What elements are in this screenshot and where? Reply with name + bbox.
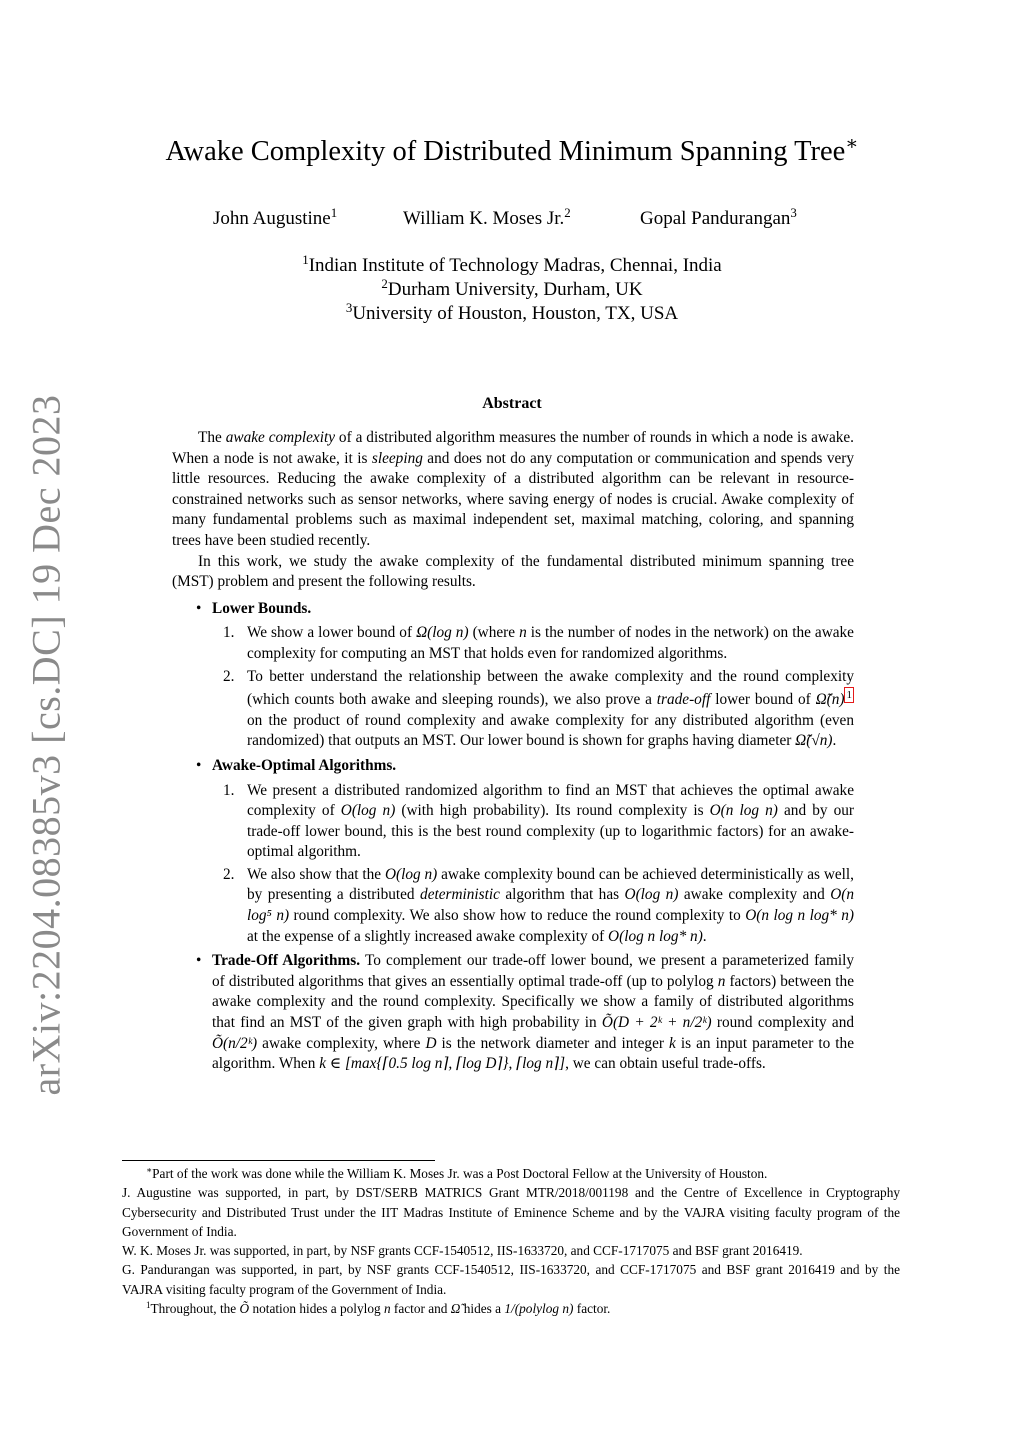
abstract-paragraph-2: In this work, we study the awake complexity of the fundamental distributed minimum spanning tree (MST) problem and present the following results. [172,552,854,591]
lower-bound-1: 1. We show a lower bound of Ω(log n) (where n is the number of nodes in the network) on the awake complexity for computing an MST that holds even for randomized algorithms. [223,624,854,662]
author-pandurangan: Gopal Pandurangan$^3$ [640,204,797,229]
lower-bounds-title: Lower Bounds. [212,599,312,617]
arxiv-identifier: arXiv:2204.08385v3 [cs.DC] 19 Dec 2023 [23,394,69,1096]
author-augustine: John Augustine$^1$ [213,204,338,229]
title-footnote-marker: ∗ [845,133,859,155]
footnote-divider [122,1160,435,1161]
affiliation-1: $^1$Indian Institute of Technology Madras, Chennai, India [302,251,722,276]
footnote-augustine-funding: J. Augustine was supported, in part, by DST/SERB MATRICS Grant MTR/2018/001198 and the Centre of Excellence in Cryptography Cybersecurity and Distributed Trust under the IIT Madras Institute of Eminence Scheme and by the VAJRA visiting faculty program of the Government of India. [122,1185,900,1239]
paper-title [0,133,1024,168]
abstract-body [172,428,854,1075]
awake-optimal-title: Awake-Optimal Algorithms. [212,756,397,774]
footnotes [122,1164,900,1318]
footnote-pandurangan-funding: G. Pandurangan was supported, in part, by NSF grants CCF-1540512, IIS-1633720, and CCF-1717075 and BSF grant 2016419 and by the VAJRA visiting faculty program of the Government of India. [122,1262,900,1297]
trade-off-item: • Trade-Off Algorithms. To complement our trade-off lower bound, we present a parameterized family of distributed algorithms that gives an essentially optimal trade-off (up to polylog n factors) between the awake complexity and the round complexity. Specifically we show a family of distributed algorithms that find an MST of the given graph with high probability in Õ(D + 2ᵏ + n/2ᵏ) round complexity and Õ(n/2ᵏ) awake complexity, where D is the network diameter and integer k is an input parameter to the algorithm. When k ∈ [max{⌈0.5 log n⌉, ⌈log D⌉}, ⌈log n⌉], we can obtain useful trade-offs. [172,951,854,1075]
footnote-moses-funding: W. K. Moses Jr. was supported, in part, by NSF grants CCF-1540512, IIS-1633720, and CCF-1717075 and BSF grant 2016419. [122,1243,803,1259]
awake-optimal-sublist [212,781,854,948]
paper-title-text: Awake Complexity of Distributed Minimum Spanning Tree [165,136,846,167]
lower-bounds-sublist [212,623,854,752]
author-list [213,204,823,238]
awake-optimal-1: 1. We present a distributed randomized algorithm to find an MST that achieves the optimal awake complexity of O(log n) (with high probability). Its round complexity is O(n log n) and by our trade-off lower bound, this is the best round complexity (up to logarithmic factors) for an awake-optimal algorithm. [223,781,854,861]
trade-off-title: Trade-Off Algorithms. [212,952,361,970]
footnote-1: $^1$Throughout, the Õ notation hides a polylog n factor and Ω̃ hides a 1/(polylog n) factor. [146,1300,611,1317]
footnote-star: ∗Part of the work was done while the William K. Moses Jr. was a Post Doctoral Fellow at the University of Houston. [146,1165,768,1181]
abstract-paragraph-1: The awake complexity of a distributed algorithm measures the number of rounds in which a node is awake. When a node is not awake, it is sleeping and does not do any computation or communication and spends very little resources. Reducing the awake complexity of a distributed algorithm can be relevant in resource-constrained networks such as sensor networks, where saving energy of nodes is crucial. Awake complexity of many fundamental problems such as maximal independent set, maximal matching, coloring, and spanning trees have been studied recently. [172,429,855,549]
author-moses: William K. Moses Jr.$^2$ [403,204,571,229]
lower-bound-2: 2. To better understand the relationship between the awake complexity and the round complexity (which counts both awake and sleeping rounds), we also prove a trade-off lower bound of Ω̃(n) 1 on the product of round complexity and awake complexity for any distributed algorithm (even randomized) that outputs an MST. Our lower bound is shown for graphs having diameter Ω̃(√n). [223,667,854,750]
affiliations [0,251,1024,326]
awake-optimal-item [172,756,854,947]
results-list [172,599,854,1075]
affiliation-3: $^3$University of Houston, Houston, TX, USA [345,299,679,324]
footnote-1-link[interactable]: 1 [846,689,852,702]
lower-bounds-item [172,599,854,752]
awake-optimal-2: 2. We also show that the O(log n) awake complexity bound can be achieved deterministically as well, by presenting a distributed deterministic algorithm that has O(log n) awake complexity and O(n log⁵ n) round complexity. We also show how to reduce the round complexity to O(n log n log* n) at the expense of a slightly increased awake complexity of O(log n log* n). [223,865,854,945]
affiliation-2: $^2$Durham University, Durham, UK [381,275,643,300]
abstract-heading: Abstract [482,395,542,412]
